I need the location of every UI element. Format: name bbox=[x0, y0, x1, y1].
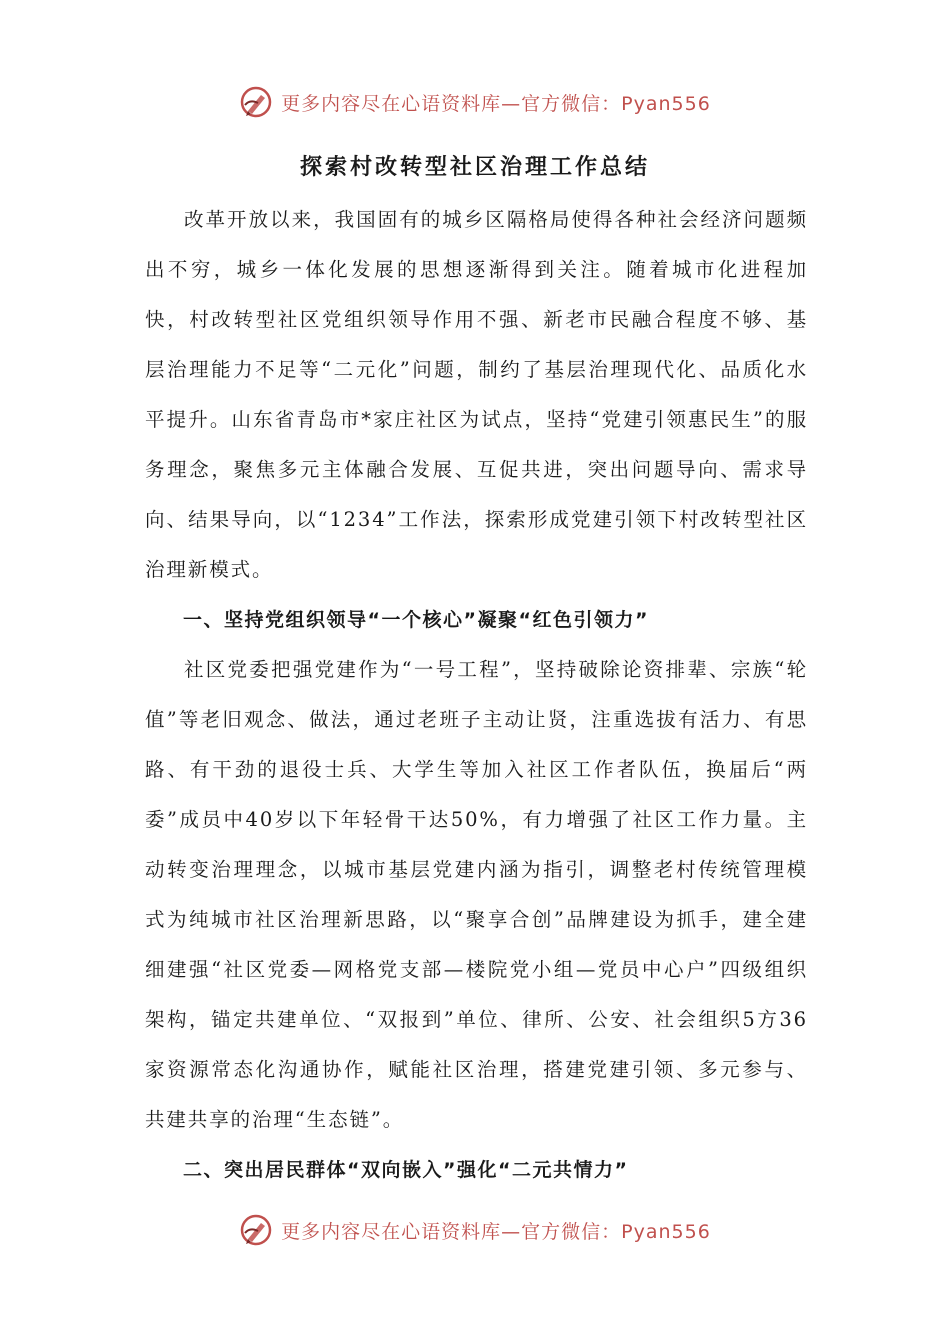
pen-logo-icon bbox=[239, 1213, 273, 1247]
intro-paragraph: 改革开放以来，我国固有的城乡区隔格局使得各种社会经济问题频出不穷，城乡一体化发展的思想逐渐得到关注。随着城市化进程加快，村改转型社区党组织领导作用不强、新老市民融合程度不够、基层治理能力不足等“二元化”问题，制约了基层治理现代化、品质化水平提升。山东省青岛市*家庄社区为试点，坚持“党建引领惠民生”的服务理念，聚焦多元主体融合发展、互促共进，突出问题导向、需求导向、结果导向，以“1234”工作法，探索形成党建引领下村改转型社区治理新模式。 bbox=[145, 208, 808, 581]
section-1-paragraph: 社区党委把强党建作为“一号工程”，坚持破除论资排辈、宗族“轮值”等老旧观念、做法，通过老班子主动让贤，注重选拔有活力、有思路、有干劲的退役士兵、大学生等加入社区工作者队伍，换届后“两委”成员中40岁以下年轻骨干达50%，有力增强了社区工作力量。主动转变治理理念，以城市基层党建内涵为指引，调整老村传统管理模式为纯城市社区治理新思路，以“聚享合创”品牌建设为抓手，建全建细建强“社区党委—网格党支部—楼院党小组—党员中心户”四级组织架构，锚定共建单位、“双报到”单位、律所、公安、社会组织5方36家资源常态化沟通协作，赋能社区治理，搭建党建引领、多元参与、共建共享的治理“生态链”。 bbox=[145, 658, 808, 1131]
section-1-heading: 一、坚持党组织领导“一个核心”凝聚“红色引领力” bbox=[183, 609, 649, 631]
document-title: 探索村改转型社区治理工作总结 bbox=[299, 155, 650, 180]
watermark-text: 更多内容尽在心语资料库—官方微信：Pyan556 bbox=[281, 1220, 711, 1243]
watermark-footer bbox=[0, 1210, 950, 1250]
pen-logo-icon bbox=[239, 85, 273, 119]
watermark-text: 更多内容尽在心语资料库—官方微信：Pyan556 bbox=[281, 92, 711, 115]
document-body bbox=[145, 195, 808, 1195]
watermark-header bbox=[0, 82, 950, 122]
section-2-heading: 二、突出居民群体“双向嵌入”强化“二元共情力” bbox=[183, 1159, 629, 1181]
